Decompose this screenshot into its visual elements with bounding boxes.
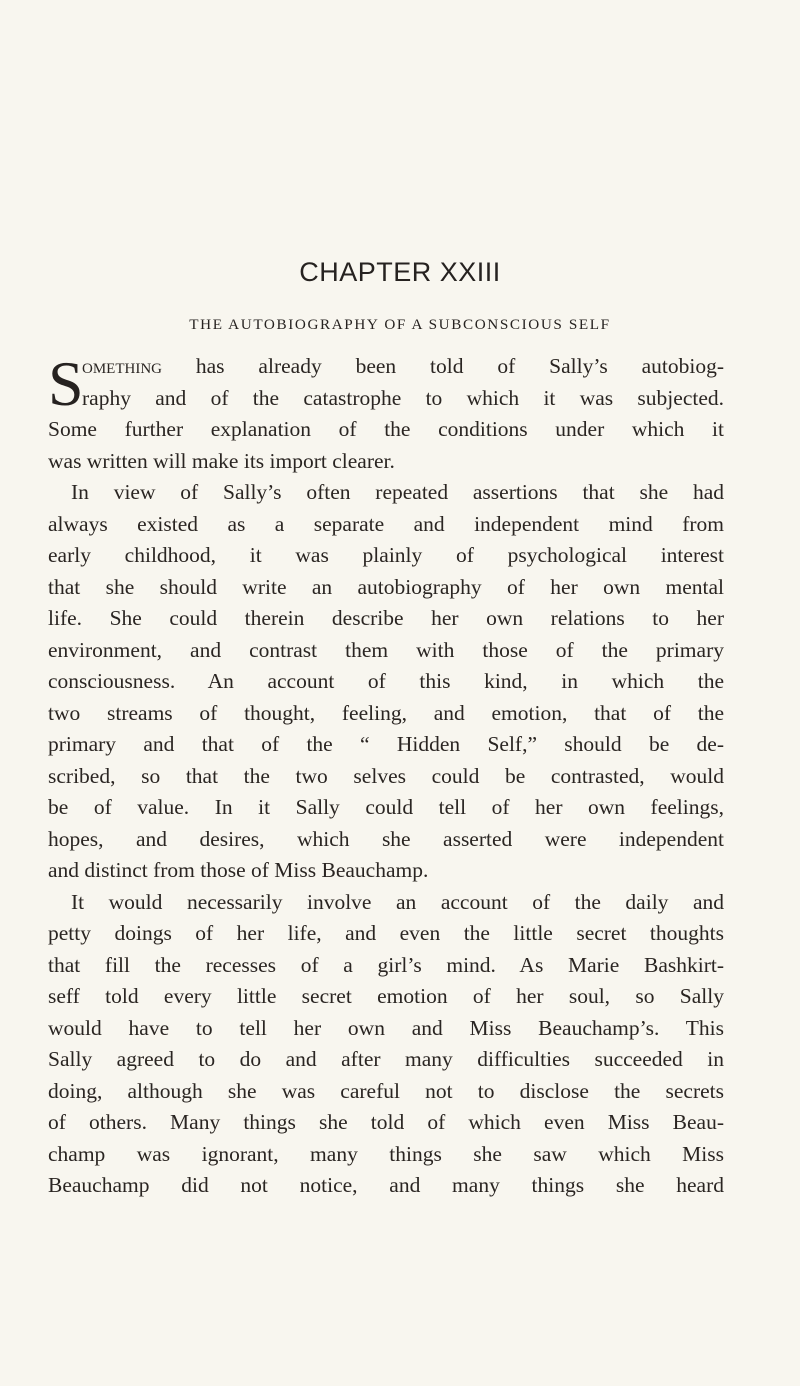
text-line: scribed, so that the two selves could be contrasted, would bbox=[48, 763, 724, 788]
text-line: was written will make its import clearer. bbox=[48, 448, 395, 473]
text-line: Beauchamp did not notice, and many things she heard bbox=[48, 1173, 724, 1197]
text-line: hopes, and desires, which she asserted were independent bbox=[48, 826, 724, 851]
text-line: consciousness. An account of this kind, in which the bbox=[48, 669, 724, 693]
text-line: doing, although she was careful not to disclose the secrets bbox=[48, 1078, 724, 1103]
body-text bbox=[48, 348, 724, 1202]
text-line: that fill the recesses of a girl’s mind. As Marie Bashkirt- bbox=[48, 952, 724, 977]
text-line: be of value. In it Sally could tell of her own feelings, bbox=[48, 795, 724, 819]
drop-cap: S bbox=[48, 348, 84, 419]
text-line: Sally agreed to do and after many difficulties succeeded in bbox=[48, 1047, 724, 1071]
text-line: In view of Sally’s often repeated assertions that she had bbox=[71, 480, 724, 504]
text-line: two streams of thought, feeling, and emotion, that of the bbox=[48, 700, 724, 725]
chapter-subtitle: THE AUTOBIOGRAPHY OF A SUBCONSCIOUS SELF bbox=[189, 316, 611, 333]
text-line: primary and that of the “ Hidden Self,” should be de- bbox=[48, 732, 724, 756]
text-line: Some further explanation of the conditions under which it bbox=[48, 417, 724, 441]
first-word-smallcaps: omething bbox=[82, 354, 162, 378]
text-line: of others. Many things she told of which even Miss Beau- bbox=[48, 1110, 724, 1134]
chapter-title: CHAPTER XXIII bbox=[299, 257, 501, 287]
text-line: would have to tell her own and Miss Beauchamp’s. This bbox=[48, 1015, 724, 1040]
text-line: early childhood, it was plainly of psychological interest bbox=[48, 543, 724, 567]
text-line: petty doings of her life, and even the little secret thoughts bbox=[48, 921, 724, 945]
text-line: always existed as a separate and independent mind from bbox=[48, 511, 724, 536]
text-line: champ was ignorant, many things she saw which Miss bbox=[48, 1141, 724, 1166]
text-line: life. She could therein describe her own relations to her bbox=[48, 606, 724, 630]
text-line-content: has already been told of Sally’s autobiog- bbox=[195, 354, 724, 378]
text-line: It would necessarily involve an account of the daily and bbox=[71, 889, 724, 914]
text-line: environment, and contrast them with those of the primary bbox=[48, 637, 724, 662]
text-line bbox=[48, 351, 724, 383]
text-line: and distinct from those of Miss Beauchamp. bbox=[48, 858, 429, 882]
text-line: seff told every little secret emotion of her soul, so Sally bbox=[48, 984, 724, 1008]
text-line: that she should write an autobiography of her own mental bbox=[48, 574, 724, 599]
text-line: raphy and of the catastrophe to which it was subjected. bbox=[82, 385, 724, 410]
